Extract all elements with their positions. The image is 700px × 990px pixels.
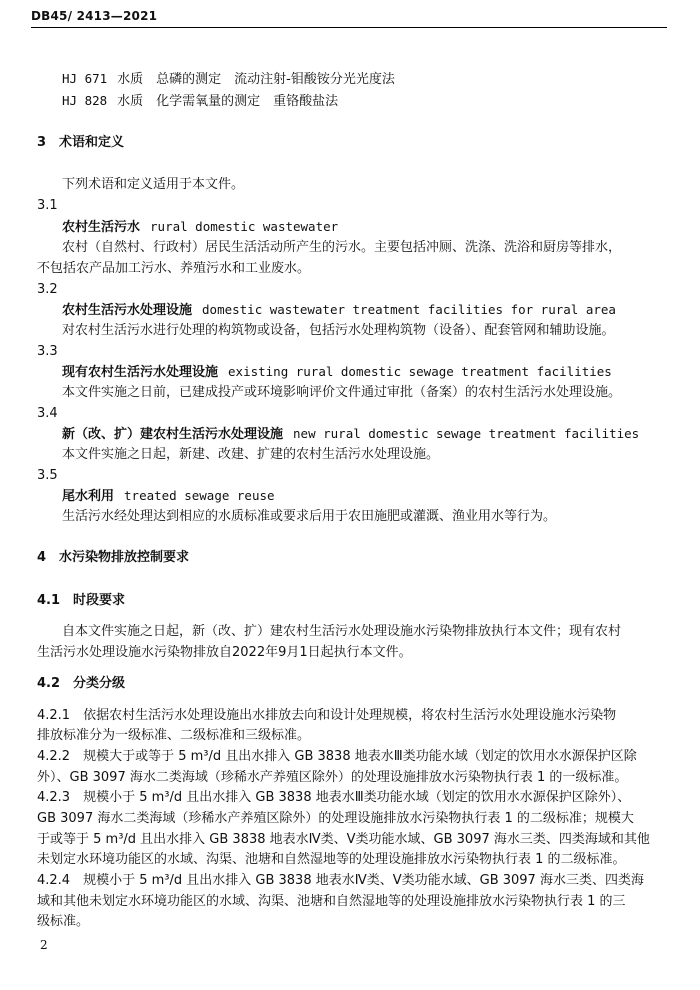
reference-title: 水质 总磷的测定 流动注射-钼酸铵分光光度法 — [117, 72, 395, 87]
term-entry — [62, 216, 662, 238]
clause-line: 于或等于 5 m³/d 且出水排入 GB 3838 地表水Ⅳ类、Ⅴ类功能水域、GB 3097 海水三类、四类海域和其他 — [37, 832, 650, 847]
paragraph-line: 自本文件实施之日起，新（改、扩）建农村生活污水处理设施水污染物排放执行本文件；现有农村 — [62, 624, 622, 639]
term-english: rural domestic wastewater — [150, 219, 339, 234]
term-entry — [62, 299, 662, 321]
term-english: existing rural domestic sewage treatment facilities — [228, 364, 612, 379]
subsection-heading: 4.1 时段要求 — [37, 593, 126, 608]
clause-line: 排放标准分为一级标准、二级标准和三级标准。 — [37, 728, 311, 743]
term-definition: 本文件实施之日起，新建、改建、扩建的农村生活污水处理设施。 — [62, 447, 440, 462]
term-entry — [62, 485, 662, 507]
section-heading: 4 水污染物排放控制要求 — [37, 550, 190, 565]
subsection-heading: 4.2 分类分级 — [37, 676, 126, 691]
term-number: 3.5 — [37, 468, 58, 483]
reference-title: 水质 化学需氧量的测定 重铬酸盐法 — [117, 94, 339, 109]
reference-code: HJ 671 — [62, 71, 108, 86]
reference-code: HJ 828 — [62, 93, 108, 108]
term-definition: 不包括农产品加工污水、养殖污水和工业废水。 — [37, 261, 311, 276]
term-english: new rural domestic sewage treatment facilities — [293, 426, 640, 441]
term-definition: 农村（自然村、行政村）居民生活活动所产生的污水。主要包括冲厕、洗涤、洗浴和厨房等排水， — [62, 240, 622, 255]
clause-line: 未划定水环境功能区的水域、沟渠、池塘和自然湿地等的处理设施排放水污染物执行表 1 的二级标准。 — [37, 852, 626, 867]
term-entry — [62, 423, 662, 445]
reference-item — [62, 90, 662, 112]
section-heading: 3 术语和定义 — [37, 135, 125, 150]
clause-line: 级标准。 — [37, 914, 90, 929]
clause-line: 4.2.4 规模小于 5 m³/d 且出水排入 GB 3838 地表水Ⅳ类、Ⅴ类功能水域、GB 3097 海水三类、四类海 — [37, 873, 644, 888]
term-chinese: 新（改、扩）建农村生活污水处理设施 — [62, 427, 284, 442]
clause-line: 4.2.3 规模小于 5 m³/d 且出水排入 GB 3838 地表水Ⅲ类功能水域（划定的饮用水水源保护区除外）、 — [37, 790, 631, 805]
term-definition: 对农村生活污水进行处理的构筑物或设备，包括污水处理构筑物（设备）、配套管网和辅助设施。 — [62, 323, 615, 338]
term-chinese: 农村生活污水处理设施 — [62, 303, 193, 318]
page-number: 2 — [40, 938, 48, 952]
clause-line: 4.2.1 依据农村生活污水处理设施出水排放去向和设计处理规模，将农村生活污水处理设施水污染物 — [37, 708, 617, 723]
term-number: 3.3 — [37, 344, 58, 359]
term-english: domestic wastewater treatment facilities for rural area — [202, 302, 616, 317]
clause-line: 4.2.2 规模大于或等于 5 m³/d 且出水排入 GB 3838 地表水Ⅲ类功能水域（划定的饮用水水源保护区除 — [37, 749, 637, 764]
clause-line: 域和其他未划定水环境功能区的水域、沟渠、池塘和自然湿地等的处理设施排放水污染物执行表 1 的三 — [37, 894, 626, 909]
section-intro: 下列术语和定义适用于本文件。 — [62, 177, 245, 192]
term-definition: 生活污水经处理达到相应的水质标准或要求后用于农田施肥或灌溉、渔业用水等行为。 — [62, 509, 557, 524]
term-entry — [62, 361, 662, 383]
term-number: 3.2 — [37, 282, 58, 297]
term-english: treated sewage reuse — [124, 488, 275, 503]
document-code: DB45/ 2413—2021 — [31, 9, 158, 23]
header-divider — [31, 27, 667, 28]
term-number: 3.1 — [37, 198, 58, 213]
paragraph-line: 生活污水处理设施水污染物排放自2022年9月1日起执行本文件。 — [37, 645, 412, 660]
term-chinese: 现有农村生活污水处理设施 — [62, 365, 219, 380]
reference-item — [62, 68, 662, 90]
term-chinese: 尾水利用 — [62, 489, 115, 504]
term-definition: 本文件实施之日前，已建成投产或环境影响评价文件通过审批（备案）的农村生活污水处理设施。 — [62, 385, 622, 400]
clause-line: GB 3097 海水二类海域（珍稀水产养殖区除外）的处理设施排放水污染物执行表 1 的二级标准；规模大 — [37, 811, 634, 826]
term-chinese: 农村生活污水 — [62, 220, 141, 235]
term-number: 3.4 — [37, 406, 58, 421]
clause-line: 外）、GB 3097 海水二类海域（珍稀水产养殖区除外）的处理设施排放水污染物执行表 1 的一级标准。 — [37, 770, 628, 785]
